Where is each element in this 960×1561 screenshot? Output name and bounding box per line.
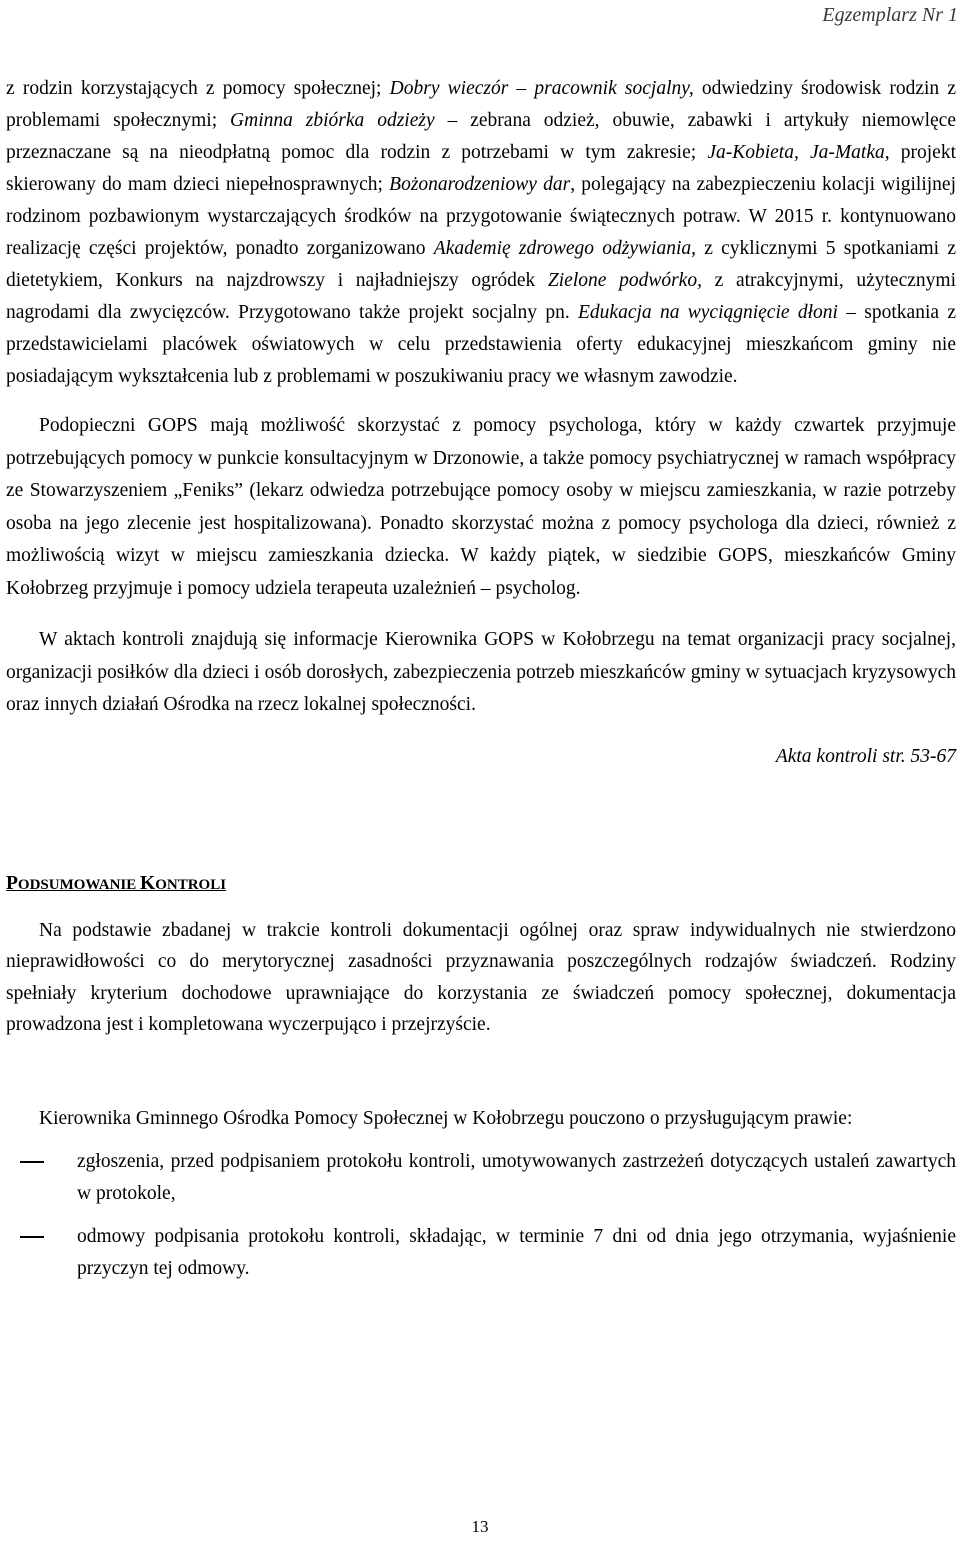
dash-bullet-icon — [20, 1161, 44, 1163]
italic-project-name: Ja-Kobieta, Ja-Matka — [707, 142, 885, 163]
text-span: odwiedziny środowisk rodzin z problemami społecznymi; — [6, 78, 957, 131]
text-span: , z cyklicznymi 5 spotkaniami z dietetykiem, Konkurs na najzdrowszy i najładniejszy ogródek — [6, 238, 956, 291]
text-span: – zebrana odzież, obuwie, zabawki i artykuły niemowlęce przeznaczane są na nieodpłatną pomoc dla rodzin z potrzebami w tym zakresie; — [6, 110, 956, 163]
italic-project-name: Zielone podwórko, — [547, 270, 702, 291]
text-span: z atrakcyjnymi, użytecznymi nagrodami dla zwycięzców. Przygotowano także projekt socjalny pn. — [6, 270, 956, 323]
title-smallcaps: ONTROLI — [155, 876, 227, 893]
list-item-text: zgłoszenia, przed podpisaniem protokołu kontroli, umotywowanych zastrzeżeń dotyczących ustaleń zawartych w protokole, — [77, 1151, 956, 1204]
page-number: 13 — [471, 1517, 489, 1536]
list-item — [6, 1146, 956, 1209]
paragraph-control-files: W aktach kontroli znajdują się informacje Kierownika GOPS w Kołobrzegu na temat organizacji pracy socjalnej, organizacji posiłków dla dzieci i osób dorosłych, zabezpieczenia potrzeb mieszkańców gminy w sytuacjach kryzysowych oraz innych działań Ośrodka na rzecz lokalnej społeczności. — [6, 629, 956, 715]
text-span: z rodzin korzystających z pomocy społecznej; — [6, 78, 390, 99]
text-span: , projekt skierowany do mam dzieci niepełnosprawnych; — [6, 142, 957, 195]
text-span: – spotkania z przedstawicielami placówek oświatowych w celu przedstawienia oferty edukacyjnej mieszkańcom gminy nie posiadającym wykształcenia lub z problemami w poszukiwaniu pracy we własnym zawodzie. — [6, 302, 956, 387]
paragraph-instructed: Kierownika Gminnego Ośrodka Pomocy Społecznej w Kołobrzegu pouczono o przysługującym prawie: — [39, 1107, 853, 1129]
paragraph-spacer — [6, 605, 956, 624]
paragraph-spacer — [6, 393, 956, 410]
document-copy-label: Egzemplarz Nr 1 — [822, 4, 958, 26]
section-title — [6, 868, 956, 901]
italic-project-name: Akademię zdrowego odżywiania — [433, 238, 692, 259]
document-body — [6, 73, 956, 1284]
list-item-text: odmowy podpisania protokołu kontroli, składając, w terminie 7 dni od dnia jego otrzymania, wyjaśnienie przyczyn tej odmowy. — [77, 1226, 956, 1279]
files-reference: Akta kontroli str. 53-67 — [775, 745, 956, 767]
italic-project-name: Edukacja na wyciągnięcie dłoni — [578, 302, 838, 323]
italic-project-name: Bożonarodzeniowy dar — [389, 174, 571, 195]
list-item — [6, 1221, 956, 1284]
rights-list — [6, 1146, 956, 1284]
title-initial: K — [140, 872, 156, 894]
dash-bullet-icon — [20, 1236, 44, 1238]
paragraph-psychologist: Podopieczni GOPS mają możliwość skorzystać z pomocy psychologa, który w każdy czwartek przyjmuje potrzebujących pomocy w punkcie konsultacyjnym w Drzonowie, a także pomocy psychiatrycznej w ramach współpracy ze Stowarzyszeniem „Feniks” (lekarz odwiedza potrzebujące pomocy osoby w miejscu zamieszkania, w razie potrzeby osoba na jego zlecenie jest hospitalizowana). Ponadto skorzystać można z pomocy psychologa dla dzieci, również z możliwością wizyt w miejscu zamieszkania dziecka. W każdy piątek, w siedzibie GOPS, mieszkańców Gminy Kołobrzeg przyjmuje i pomocy udziela terapeuta uzależnień – psycholog. — [6, 415, 956, 599]
paragraph-projects — [6, 73, 956, 393]
text-span: , polegający na zabezpieczeniu kolacji wigilijnej rodzinom pozbawionym wystarczających środków na przygotowanie świątecznych potraw. W 2015 r. kontynuowano realizację części projektów, ponadto zorganizowano — [6, 174, 956, 259]
italic-project-name: Dobry wieczór – pracownik socjalny, — [389, 78, 694, 99]
italic-project-name: Gminna zbiórka odzieży — [230, 110, 435, 131]
paragraph-summary: Na podstawie zbadanej w trakcie kontroli dokumentacji ogólnej oraz spraw indywidualnych nie stwierdzono nieprawidłowości co do merytorycznej zasadności przyznawania poszczególnych rodzajów świadczeń. Rodziny spełniały kryterium dochodowe uprawniające do korzystania ze świadczeń pomocy społecznej, dokumentacja prowadzona jest i kompletowana wyczerpująco i przejrzyście. — [6, 919, 956, 1035]
title-initial: P — [6, 872, 18, 894]
title-smallcaps: ODSUMOWANIE — [17, 876, 141, 893]
